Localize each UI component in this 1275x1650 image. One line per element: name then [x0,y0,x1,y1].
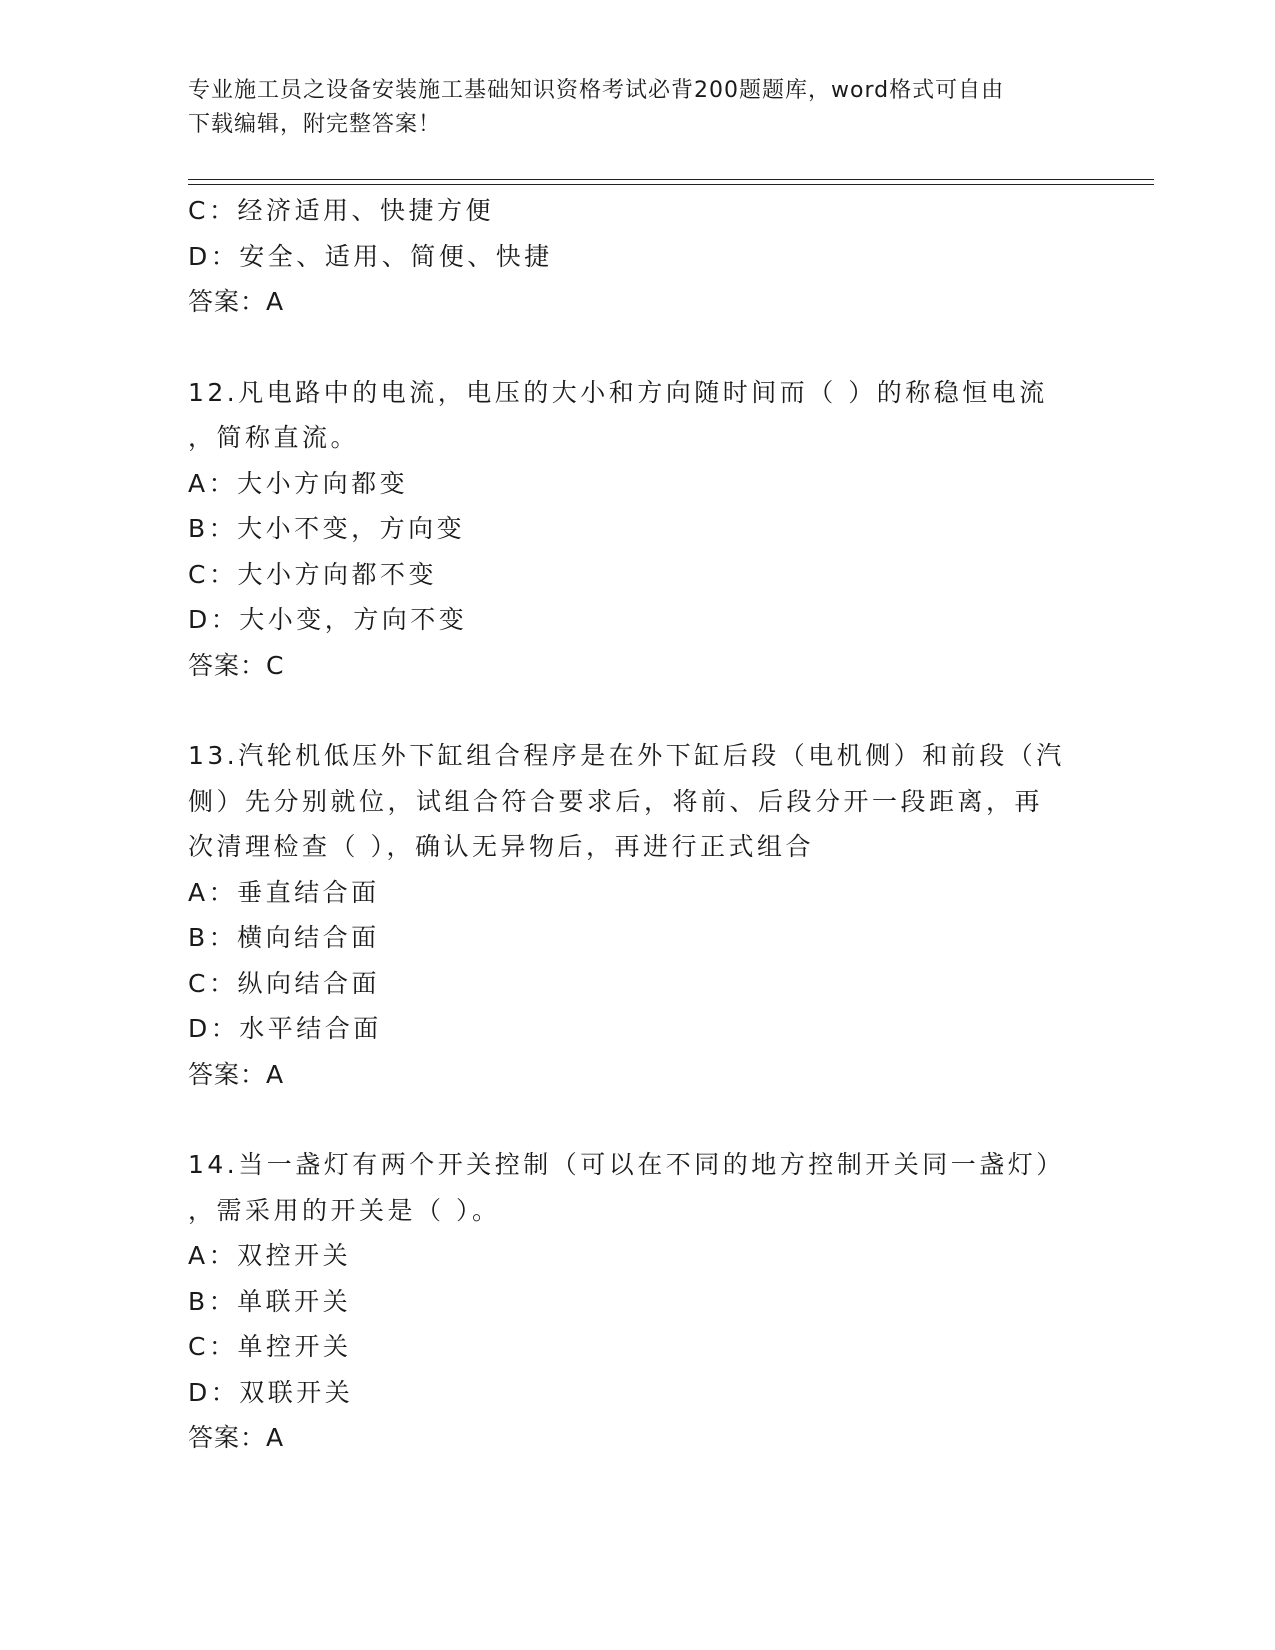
document-header [188,74,1088,142]
question-block-14 [188,1142,1088,1461]
option-a: A：大小方向都变 [188,468,409,498]
question-list [188,188,1088,1461]
question-stem-line: ，需采用的开关是（ ）。 [188,1195,501,1225]
question-stem-line: ，简称直流。 [188,423,360,452]
spacer [188,325,1088,370]
option-c: C：单控开关 [188,1332,352,1361]
option-c: C：经济适用、快捷方便 [188,196,494,225]
question-block-11 [188,188,1088,325]
header-line-2: 下载编辑，附完整答案！ [188,112,442,137]
option-d: D：水平结合面 [188,1014,382,1043]
option-a: A：双控开关 [188,1241,352,1270]
option-c: C：纵向结合面 [188,968,380,998]
option-b: B：横向结合面 [188,923,380,952]
question-stem-line: 12.凡电路中的电流，电压的大小和方向随时间而（ ）的称稳恒电流 [188,377,1048,407]
question-stem-line: 次清理检查（ ），确认无异物后，再进行正式组合 [188,832,814,861]
option-a: A：垂直结合面 [188,877,380,907]
answer-line: 答案：A [188,1423,285,1452]
option-d: D：大小变，方向不变 [188,605,468,634]
question-block-13 [188,733,1088,1097]
header-line-1: 专业施工员之设备安装施工基础知识资格考试必背200题题库，word格式可自由 [188,78,1005,103]
option-d: D：安全、适用、简便、快捷 [188,241,553,271]
option-b: B：单联开关 [188,1286,352,1316]
option-c: C：大小方向都不变 [188,559,437,589]
answer-line: 答案：A [188,287,285,316]
header-divider-bottom [188,184,1154,185]
answer-line: 答案：A [188,1059,285,1089]
question-stem-line: 14.当一盏灯有两个开关控制（可以在不同的地方控制开关同一盏灯） [188,1150,1065,1179]
spacer [188,1097,1088,1142]
spacer [188,688,1088,733]
question-block-12 [188,370,1088,689]
question-stem-line: 侧）先分别就位，试组合符合要求后，将前、后段分开一段距离，再 [188,786,1044,816]
option-d: D：双联开关 [188,1377,354,1407]
question-stem-line: 13.汽轮机低压外下缸组合程序是在外下缸后段（电机侧）和前段（汽 [188,741,1065,770]
answer-line: 答案：C [188,650,285,680]
option-b: B：大小不变，方向变 [188,514,466,543]
header-divider-top [188,179,1154,180]
